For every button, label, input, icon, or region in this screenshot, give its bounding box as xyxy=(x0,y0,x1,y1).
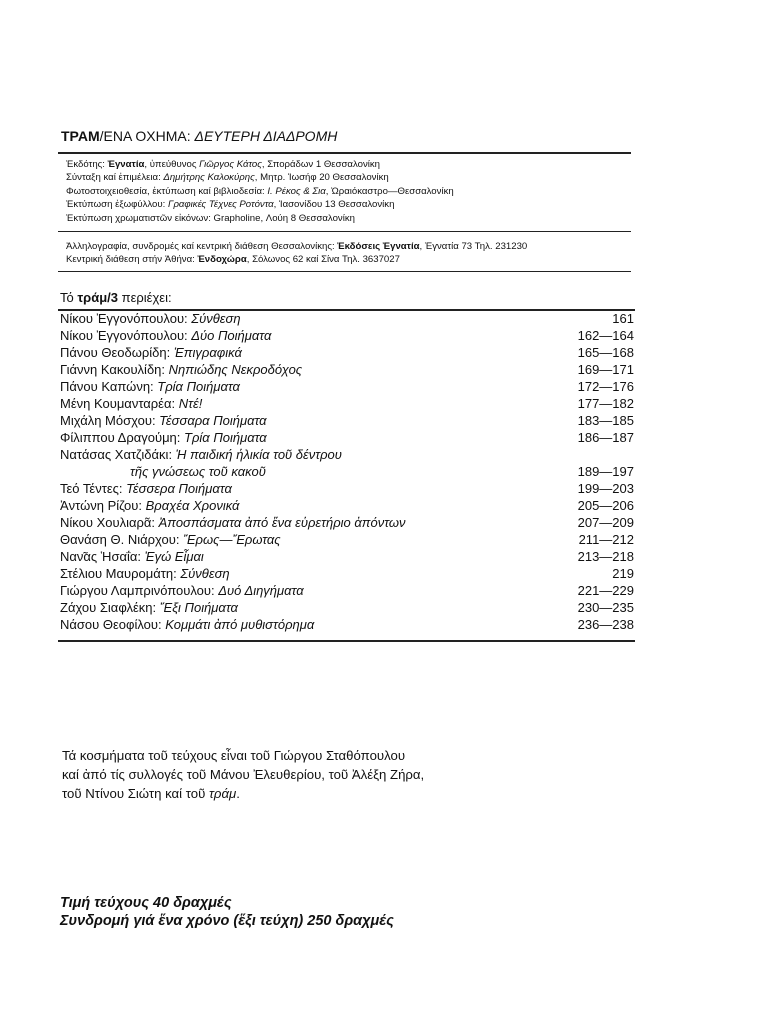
credit-publisher: Ἐκδότης: Ἐγνατία, ὑπεύθυνος Γιῶργος Κάτος, Σποράδων 1 Θεσσαλονίκη xyxy=(66,159,381,170)
toc-pages: 172—176 xyxy=(577,379,634,394)
page-title xyxy=(61,128,337,144)
contents-bottom-divider xyxy=(58,640,635,642)
toc-entry-text xyxy=(60,549,204,564)
toc-entry-text xyxy=(60,617,314,632)
toc-pages: 213—218 xyxy=(577,549,634,564)
toc-pages: 207—209 xyxy=(577,515,634,530)
toc-author: Στέλιου Μαυρομάτη: xyxy=(60,566,181,581)
ornaments-line-1: Τά κοσμήματα τοῦ τεύχους εἶναι τοῦ Γιώργου Σταθόπουλου xyxy=(62,748,406,763)
toc-pages: 165—168 xyxy=(577,345,634,360)
credit-typesetting: Φωτοστοιχειοθεσία, ἐκτύπωση καί βιβλιοδεσία: Ι. Ρέκος & Σια, Ὡραιόκαστρο—Θεσσαλονίκη xyxy=(66,185,454,197)
toc-entry-text xyxy=(60,566,230,581)
price-subscription: Συνδρομή γιά ἕνα χρόνο (ἕξι τεύχη) 250 δραχμές xyxy=(60,913,394,929)
toc-entry-text xyxy=(60,362,302,377)
toc-entry-text xyxy=(60,600,238,615)
credits-block xyxy=(66,158,454,225)
toc-title: Τέσσερα Ποιήματα xyxy=(126,481,232,496)
toc-entry xyxy=(60,600,634,617)
toc-pages: 186—187 xyxy=(577,430,634,445)
toc-pages: 177—182 xyxy=(577,396,634,411)
toc-pages: 205—206 xyxy=(577,498,634,513)
toc-title: Δυό Διηγήματα xyxy=(218,583,304,598)
distribution-divider xyxy=(58,271,631,272)
credits-divider xyxy=(58,231,631,232)
toc-title: Τέσσαρα Ποιήματα xyxy=(159,413,267,428)
toc-entry xyxy=(60,413,634,430)
distribution-line-1: Ἀλληλογραφία, συνδρομές καί κεντρική διάθεση Θεσσαλονίκης: Ἐκδόσεις Ἐγνατία, Ἐγνατία 73 Τηλ. 231230 xyxy=(66,241,528,252)
toc-entry-text xyxy=(60,430,267,445)
toc-title: Ἡ παιδική ἡλικία τοῦ δέντρου xyxy=(175,447,342,462)
distribution-line-2: Κεντρική διάθεση στήν Ἀθήνα: Ἐνδοχώρα, Σόλωνος 62 καί Σίνα Τηλ. 3637027 xyxy=(66,254,400,266)
toc-pages: 183—185 xyxy=(577,413,634,428)
toc-author: Φίλιππου Δραγούμη: xyxy=(60,430,185,445)
toc-title: Βραχέα Χρονικά xyxy=(145,498,240,513)
toc-title: Ἀποσπάσματα ἀπό ἕνα εὑρετήριο ἀπόντων xyxy=(158,515,406,530)
toc-title: Ντέ! xyxy=(178,396,203,411)
toc-entry-text xyxy=(60,379,240,394)
toc-title: Τρία Ποιήματα xyxy=(184,430,267,445)
toc-author: Θανάση Θ. Νιάρχου: xyxy=(60,532,184,547)
toc-entry xyxy=(60,583,634,600)
credit-cover: Ἐκτύπωση ἐξωφύλλου: Γραφικές Τέχνες Ροτόντα, Ἰασονίδου 13 Θεσσαλονίκη xyxy=(66,199,395,211)
toc-pages: 230—235 xyxy=(577,600,634,615)
toc-title: τῆς γνώσεως τοῦ κακοῦ xyxy=(130,464,266,479)
toc-title: Ἐγώ Εἶμαι xyxy=(144,549,204,564)
ornaments-note xyxy=(62,746,424,803)
toc-entry xyxy=(60,566,634,583)
toc-author: Μιχάλη Μόσχου: xyxy=(60,413,160,428)
toc-entry xyxy=(60,328,634,345)
price-block xyxy=(60,894,394,930)
toc-author: Ζάχου Σιαφλέκη: xyxy=(60,600,160,615)
ornaments-line-2: καί ἀπό τίς συλλογές τοῦ Μάνου Ἐλευθερίου, τοῦ Ἀλέξη Ζήρα, xyxy=(62,767,425,782)
credit-editing: Σύνταξη καί ἐπιμέλεια: Δημήτρης Καλοκύρης, Μητρ. Ἰωσήφ 20 Θεσσαλονίκη xyxy=(66,172,389,184)
toc-entry xyxy=(60,481,634,498)
toc-entry xyxy=(60,430,634,447)
title-divider xyxy=(58,152,631,154)
title-prefix: ΤΡΑΜ xyxy=(61,128,100,144)
toc-entry-text xyxy=(60,464,266,479)
toc-entry xyxy=(60,362,634,379)
toc-entry xyxy=(60,498,634,515)
distribution-block xyxy=(66,240,527,267)
toc-entry xyxy=(60,515,634,532)
toc-pages: 236—238 xyxy=(577,617,634,632)
toc-pages: 161 xyxy=(612,311,634,326)
toc-title: Ἔξι Ποιήματα xyxy=(159,600,238,615)
toc-entry-text xyxy=(60,515,406,530)
toc-entry xyxy=(60,617,634,634)
toc-entry-text xyxy=(60,583,304,598)
toc-title: Ἐπιγραφικά xyxy=(173,345,242,360)
toc-author: Πάνου Θεοδωρίδη: xyxy=(60,345,174,360)
toc-pages: 211—212 xyxy=(578,532,634,547)
toc-author: Πάνου Καπώνη: xyxy=(60,379,158,394)
toc-pages: 169—171 xyxy=(577,362,634,377)
price-issue: Τιμή τεύχους 40 δραχμές xyxy=(60,895,232,911)
toc-title: Νηπιώδης Νεκροδόχος xyxy=(168,362,303,377)
toc-entry xyxy=(60,311,634,328)
toc-author: Νίκου Ἐγγονόπουλου: xyxy=(60,311,192,326)
toc-entry xyxy=(60,549,634,566)
toc-entry-text xyxy=(60,481,232,496)
toc-entry-text xyxy=(60,532,281,547)
toc-entry xyxy=(60,345,634,362)
title-middle: /ΕΝΑ ΟΧΗΜΑ: xyxy=(99,128,195,144)
toc-author: Γιώργου Λαμπρινόπουλου: xyxy=(60,583,219,598)
table-of-contents xyxy=(60,311,634,634)
toc-pages: 219 xyxy=(612,566,634,581)
contents-heading: Τό τράμ/3 περιέχει: xyxy=(60,290,172,305)
toc-pages: 199—203 xyxy=(577,481,634,496)
toc-author: Νίκου Ἐγγονόπουλου: xyxy=(60,328,192,343)
toc-entry xyxy=(60,464,634,481)
toc-entry xyxy=(60,396,634,413)
toc-pages: 162—164 xyxy=(577,328,634,343)
toc-author: Γιάννη Κακουλίδη: xyxy=(60,362,169,377)
toc-author: Νάσου Θεοφίλου: xyxy=(60,617,166,632)
toc-author: Τεό Τέντες: xyxy=(60,481,127,496)
toc-title: Σύνθεση xyxy=(180,566,230,581)
toc-entry xyxy=(60,379,634,396)
toc-entry-text xyxy=(60,396,202,411)
toc-title: Δύο Ποιήματα xyxy=(191,328,272,343)
toc-author: Μένη Κουμανταρέα: xyxy=(60,396,179,411)
toc-entry-text xyxy=(60,498,239,513)
credit-color-print: Ἐκτύπωση χρωματιστῶν εἰκόνων: Grapholine, Λούη 8 Θεσσαλονίκη xyxy=(66,212,355,224)
toc-title: Ἔρως—Ἔρωτας xyxy=(183,532,281,547)
toc-pages: 221—229 xyxy=(577,583,634,598)
toc-entry xyxy=(60,532,634,549)
toc-entry-text xyxy=(60,447,342,462)
ornaments-line-3: τοῦ Ντίνου Σιώτη καί τοῦ τράμ. xyxy=(62,786,240,801)
toc-entry-text xyxy=(60,345,242,360)
toc-author: Ἀντώνη Ρίζου: xyxy=(60,498,146,513)
toc-pages: 189—197 xyxy=(577,464,634,479)
toc-entry-text xyxy=(60,328,271,343)
toc-entry-text xyxy=(60,413,267,428)
toc-author: Ναν̃ας Ἡσαΐα: xyxy=(60,549,145,564)
toc-title: Τρία Ποιήματα xyxy=(157,379,240,394)
toc-entry-text xyxy=(60,311,241,326)
toc-author: Νίκου Χουλιαρᾶ: xyxy=(60,515,159,530)
toc-title: Σύνθεση xyxy=(191,311,241,326)
toc-title: Κομμάτι ἀπό μυθιστόρημα xyxy=(165,617,315,632)
toc-entry xyxy=(60,447,634,464)
title-subtitle: ΔΕΥΤΕΡΗ ΔΙΑΔΡΟΜΗ xyxy=(194,128,338,144)
toc-author: Νατάσας Χατζιδάκι: xyxy=(60,447,176,462)
